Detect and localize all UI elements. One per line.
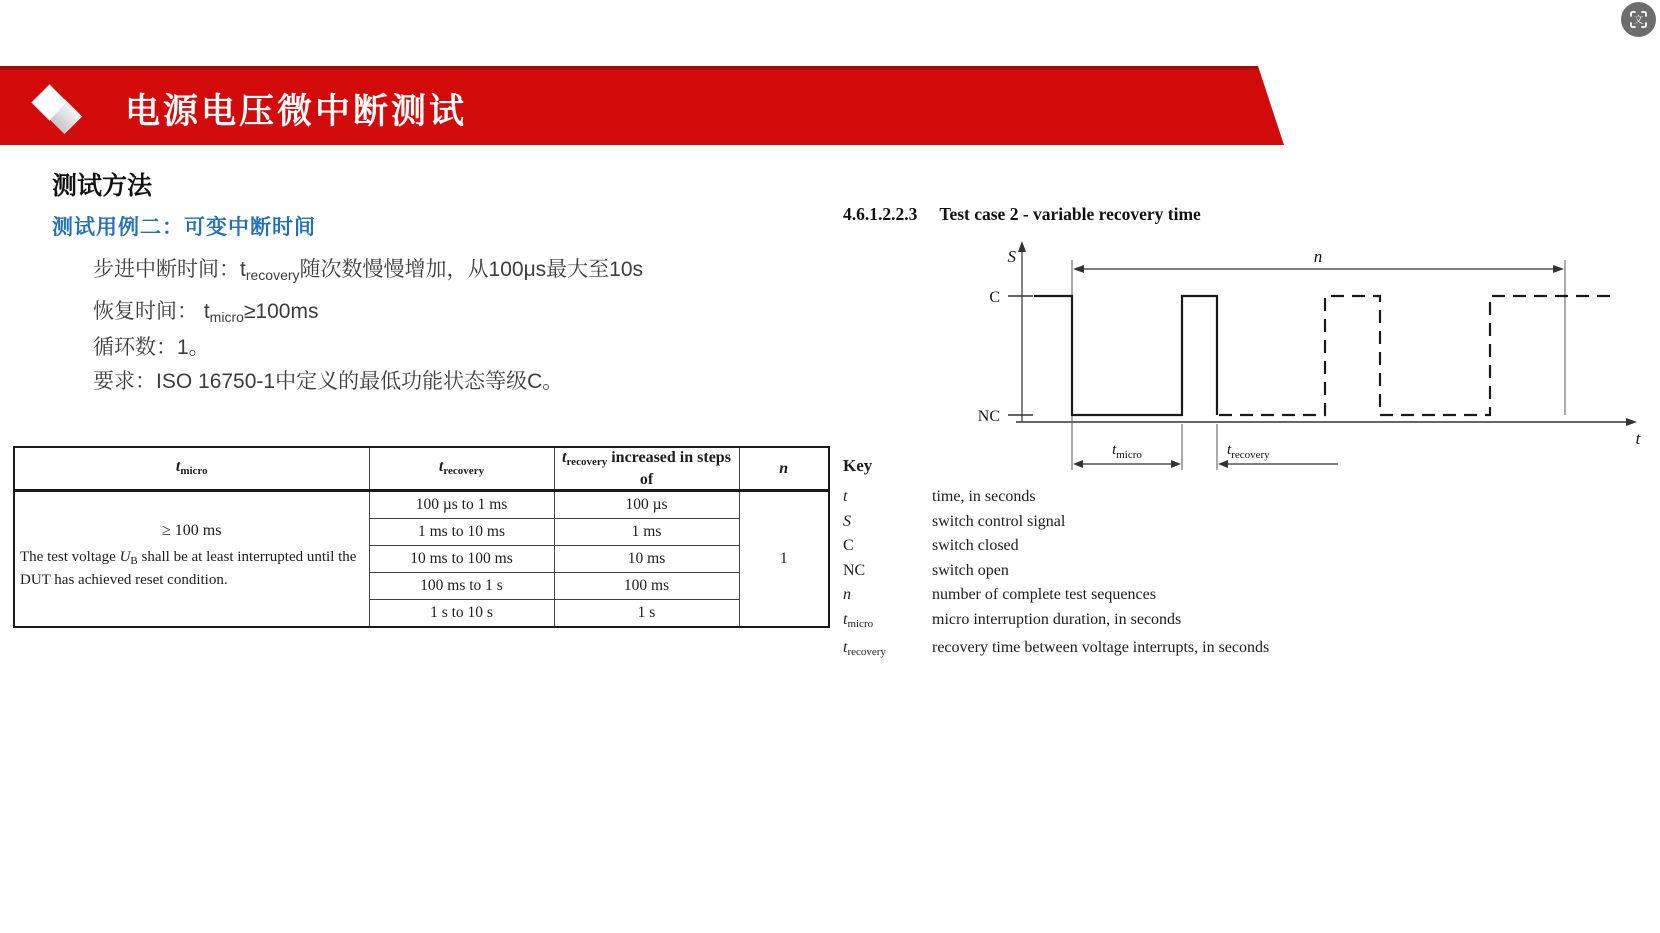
bullet-step-interruption: 步进中断时间：trecovery随次数慢慢增加，从100μs最大至10s bbox=[93, 258, 644, 283]
key-heading: Key bbox=[843, 456, 873, 475]
t-axis-arrow bbox=[1626, 418, 1637, 426]
figure-caption: Test case 2 - variable recovery time bbox=[939, 204, 1201, 224]
bullet-cycle-count: 循环数：1。 bbox=[93, 336, 210, 359]
key-row: $t_{micro}$ micro interruption duration, in seconds bbox=[843, 610, 1182, 630]
key-row: $t_{recovery}$ recovery time between voltage interrupts, in seconds bbox=[843, 639, 1270, 658]
cell-step: 1 ms bbox=[554, 519, 739, 546]
n-arrow-left bbox=[1073, 265, 1084, 273]
cell-step: 100 ms bbox=[554, 573, 739, 600]
key-row: t time, in seconds bbox=[843, 488, 1036, 505]
bullet-recovery-time: 恢复时间： tmicro≥100ms bbox=[93, 300, 319, 325]
n-arrow-right bbox=[1553, 265, 1564, 273]
clause-number: 4.6.1.2.2.3 bbox=[843, 204, 918, 224]
cell-range: 100 µs to 1 ms bbox=[369, 491, 554, 519]
cell-range: 100 ms to 1 s bbox=[369, 573, 554, 600]
figure-key bbox=[843, 456, 1269, 665]
test-case-subheading: 测试用例二：可变中断时间 bbox=[52, 216, 316, 239]
nc-level-label: NC bbox=[977, 408, 1000, 425]
logo-diamonds bbox=[30, 80, 96, 142]
section-heading: 测试方法 bbox=[52, 172, 153, 200]
svg-text:文: 文 bbox=[1633, 15, 1644, 26]
cell-range: 1 ms to 10 ms bbox=[369, 519, 554, 546]
key-row: S switch control signal bbox=[843, 512, 1066, 530]
figure-title bbox=[843, 204, 1201, 225]
key-row: n number of complete test sequences bbox=[843, 586, 1156, 603]
cell-n: 1 bbox=[739, 491, 829, 628]
c-level-label: C bbox=[989, 289, 1000, 306]
key-row: NC switch open bbox=[843, 561, 1009, 579]
cell-range: 1 s to 10 s bbox=[369, 600, 554, 628]
table-row bbox=[14, 491, 829, 519]
cell-step: 100 µs bbox=[554, 491, 739, 519]
slide-title: 电源电压微中断测试 bbox=[125, 92, 468, 131]
n-label: n bbox=[1313, 247, 1323, 266]
t-micro-note: The test voltage $U_B$ shall be at least interrupted until the DUT has achieved reset condition. bbox=[20, 549, 357, 588]
header-n: n bbox=[739, 447, 829, 491]
screenshot-capture-button[interactable] bbox=[1621, 2, 1656, 37]
cell-step: 1 s bbox=[554, 600, 739, 628]
s-axis-label: S bbox=[1007, 247, 1016, 266]
waveform-dashed bbox=[1219, 296, 1612, 415]
header-t-micro: $t_{micro}$ bbox=[14, 447, 369, 491]
screenshot-capture-icon bbox=[1629, 10, 1648, 29]
cell-range: 10 ms to 100 ms bbox=[369, 546, 554, 573]
header-t-recovery: $t_{recovery}$ bbox=[369, 447, 554, 491]
key-row: C switch closed bbox=[843, 537, 1019, 554]
t-micro-label: $t_{micro}$ bbox=[1112, 442, 1142, 461]
cell-t-micro: ≥ 100 ms The test voltage $U_B$ shall be at least interrupted until the DUT has achieved reset condition. bbox=[14, 491, 369, 628]
header-steps: $t_{recovery}$ increased in steps of bbox=[554, 447, 739, 491]
t-recovery-label: $t_{recovery}$ bbox=[1227, 442, 1270, 461]
timing-diagram bbox=[930, 232, 1650, 477]
table-header-row bbox=[14, 447, 829, 491]
cell-step: 10 ms bbox=[554, 546, 739, 573]
bullet-requirement: 要求：ISO 16750-1中定义的最低功能状态等级C。 bbox=[93, 370, 564, 393]
t-axis-label: t bbox=[1635, 429, 1641, 448]
waveform-solid bbox=[1034, 296, 1217, 415]
iso-parameter-table bbox=[13, 446, 828, 628]
s-axis-arrow bbox=[1018, 241, 1026, 252]
